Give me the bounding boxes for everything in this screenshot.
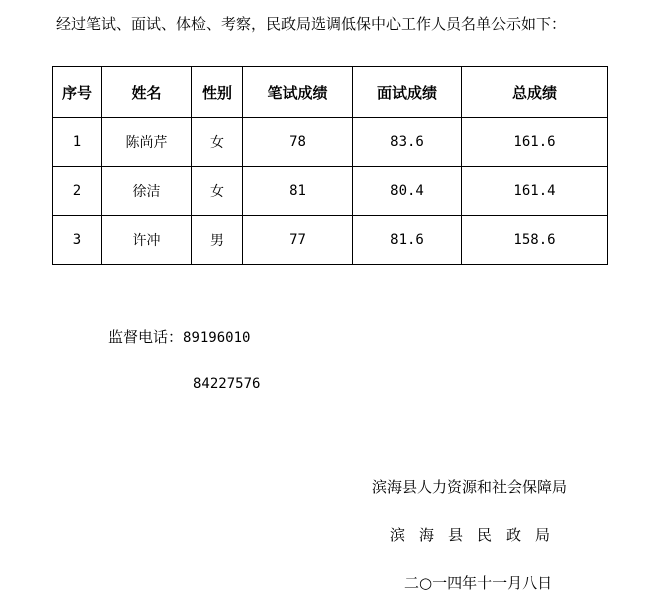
- cell-written-score: 78: [243, 118, 353, 167]
- table-header-row: [53, 67, 608, 118]
- header-gender: 性别: [192, 67, 243, 118]
- signature-civil-affairs: 滨海县民政局: [390, 526, 565, 544]
- cell-name: 陈尚芹: [102, 118, 192, 167]
- signature-hr-bureau: 滨海县人力资源和社会保障局: [372, 478, 568, 496]
- supervision-label: 监督电话：: [108, 328, 184, 346]
- header-name: 姓名: [102, 67, 192, 118]
- cell-written-score: 81: [243, 167, 353, 216]
- signature-date: 二○一四年十一月八日: [404, 574, 553, 592]
- cell-gender: 女: [192, 167, 243, 216]
- cell-total-score: 158.6: [462, 216, 608, 265]
- cell-name: 许冲: [102, 216, 192, 265]
- header-written-score: 笔试成绩: [243, 67, 353, 118]
- cell-interview-score: 80.4: [353, 167, 462, 216]
- supervision-phone-2: 84227576: [193, 376, 261, 392]
- supervision-phone-1: 89196010: [183, 330, 251, 346]
- header-total-score: 总成绩: [462, 67, 608, 118]
- cell-interview-score: 81.6: [353, 216, 462, 265]
- cell-seq: 2: [53, 167, 102, 216]
- table-row: [53, 118, 608, 167]
- intro-text: 经过笔试、面试、体检、考察，民政局选调低保中心工作人员名单公示如下：: [56, 15, 567, 33]
- cell-gender: 男: [192, 216, 243, 265]
- cell-total-score: 161.4: [462, 167, 608, 216]
- cell-total-score: 161.6: [462, 118, 608, 167]
- header-seq: 序号: [53, 67, 102, 118]
- supervision-line: [108, 326, 250, 347]
- cell-seq: 3: [53, 216, 102, 265]
- cell-name: 徐洁: [102, 167, 192, 216]
- cell-gender: 女: [192, 118, 243, 167]
- header-interview-score: 面试成绩: [353, 67, 462, 118]
- cell-interview-score: 83.6: [353, 118, 462, 167]
- cell-seq: 1: [53, 118, 102, 167]
- table-row: [53, 167, 608, 216]
- results-table: [52, 66, 608, 265]
- cell-written-score: 77: [243, 216, 353, 265]
- table-row: [53, 216, 608, 265]
